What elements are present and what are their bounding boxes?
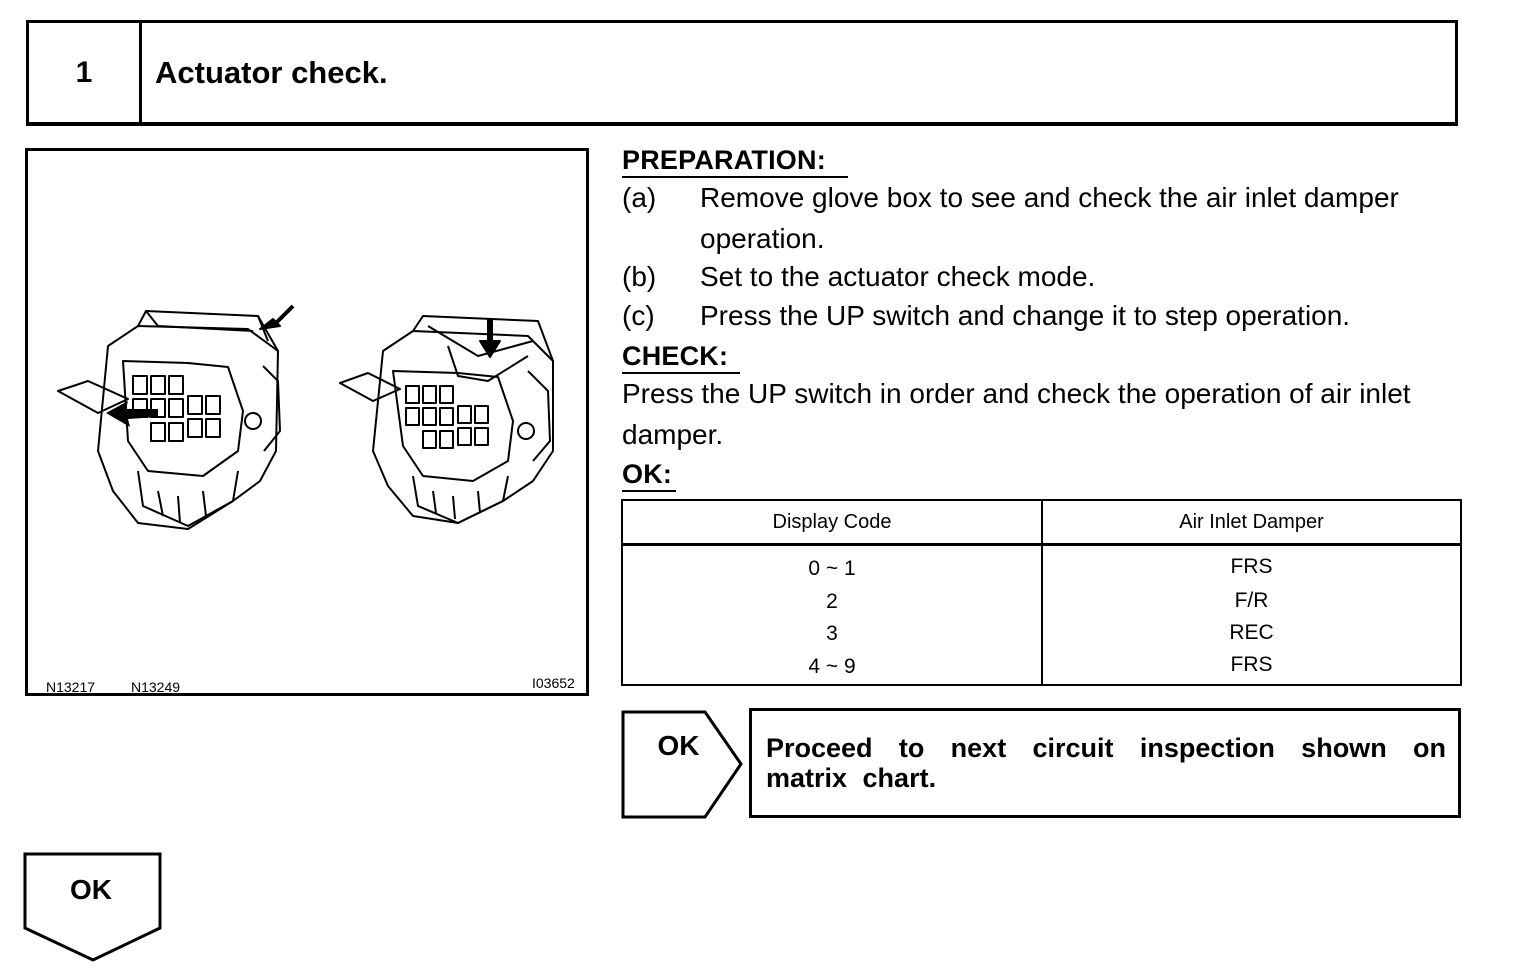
preparation-heading: PREPARATION:	[622, 145, 848, 178]
figure-label-i03652: I03652	[532, 675, 575, 691]
prep-c-mark: (c)	[622, 300, 655, 331]
ok-result-label: OK	[657, 730, 700, 761]
table-cell-code: 2	[826, 590, 838, 613]
prep-b-mark: (b)	[622, 261, 657, 292]
table-cell-damper: REC	[1229, 621, 1274, 644]
prep-a-mark: (a)	[622, 182, 657, 213]
step-title: Actuator check.	[155, 54, 388, 90]
ok-heading: OK:	[622, 459, 676, 492]
step-header	[26, 20, 1458, 126]
check-section	[622, 341, 740, 374]
table-cell-damper: F/R	[1234, 589, 1269, 612]
bottom-ok-label: OK	[70, 874, 112, 905]
table-cell-damper: FRS	[1230, 555, 1273, 578]
table-header-air-inlet-damper: Air Inlet Damper	[1179, 510, 1324, 533]
figure-label-n13217: N13217	[46, 679, 96, 695]
table-header-display-code: Display Code	[772, 510, 892, 533]
prep-a-line2: operation.	[700, 223, 825, 254]
prep-b-line1: Set to the actuator check mode.	[700, 261, 1096, 292]
table-cell-code: 3	[826, 622, 838, 645]
preparation-section	[622, 145, 848, 178]
prep-c-line1: Press the UP switch and change it to step operation.	[700, 300, 1351, 331]
ok-section	[622, 459, 676, 492]
table-cell-damper: FRS	[1230, 653, 1273, 676]
result-box	[749, 708, 1461, 818]
table-cell-code: 4 ~ 9	[808, 655, 856, 678]
actuator-figure	[25, 148, 589, 696]
ok-arrow-shape	[621, 710, 747, 820]
check-line2: damper.	[622, 419, 724, 450]
step-number: 1	[29, 23, 142, 122]
bottom-ok-arrow-shape	[23, 852, 163, 964]
check-heading: CHECK:	[622, 341, 740, 374]
ok-result-tag	[621, 710, 747, 820]
heater-unit-illustration	[28, 151, 586, 693]
check-line1: Press the UP switch in order and check the operation of air inlet	[622, 378, 1411, 409]
prep-a-line1: Remove glove box to see and check the air inlet damper	[700, 182, 1399, 213]
display-code-table	[621, 499, 1462, 686]
result-text: Proceed to next circuit inspection shown on matrix chart.	[766, 733, 1446, 793]
left-heater-unit	[58, 311, 280, 529]
table-cell-code: 0 ~ 1	[808, 557, 856, 580]
figure-label-n13249: N13249	[131, 679, 181, 695]
table-header-divider	[623, 543, 1460, 546]
right-heater-unit	[340, 316, 553, 523]
bottom-ok-tag	[23, 852, 163, 964]
